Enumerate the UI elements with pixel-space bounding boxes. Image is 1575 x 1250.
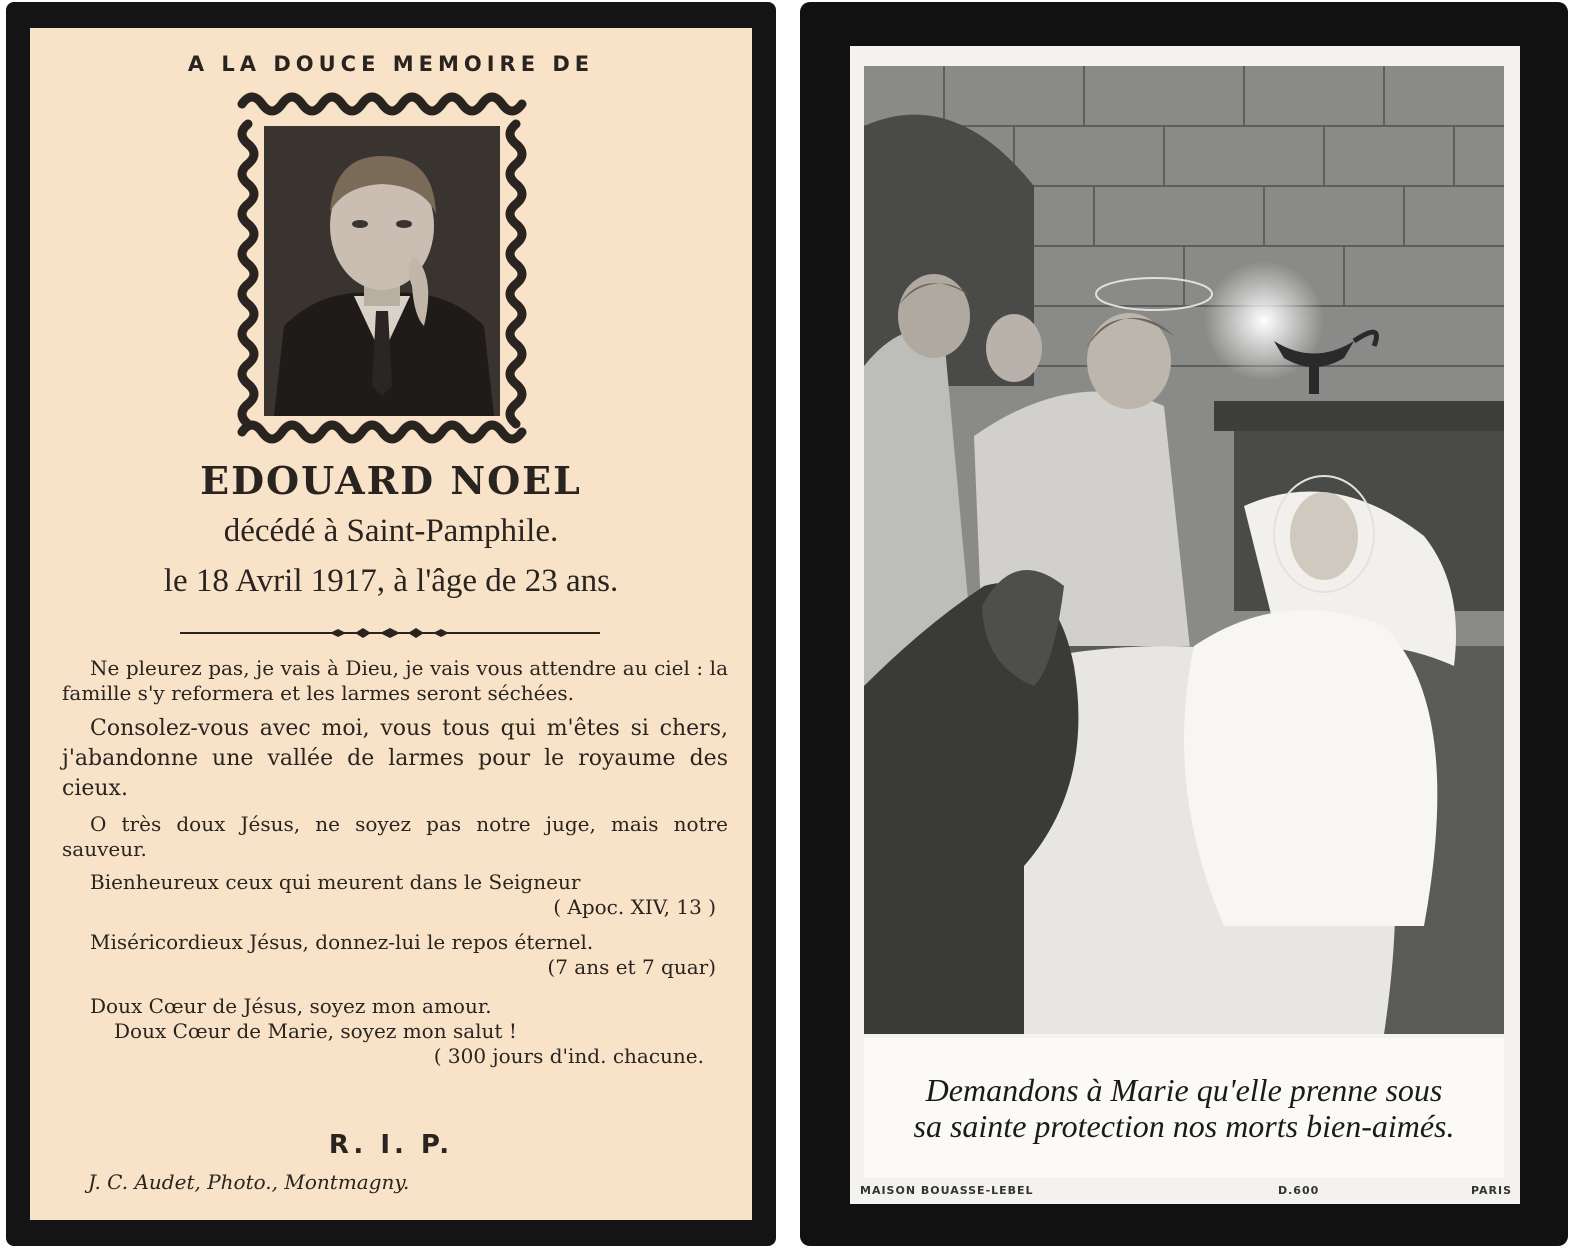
memorial-card-front — [6, 2, 776, 1246]
deceased-name: EDOUARD NOEL — [200, 458, 582, 503]
verse-1: Ne pleurez pas, je vais à Dieu, je vais vous attendre au ciel : la famille s'y reformera et les larmes seront séchées. — [62, 656, 728, 705]
verse-4-reference: ( Apoc. XIV, 13 ) — [553, 895, 716, 919]
verse-5-indulgence: (7 ans et 7 quar) — [547, 955, 716, 979]
verse-3: O très doux Jésus, ne soyez pas notre juge, mais notre sauveur. — [62, 812, 728, 861]
portrait-photo — [264, 126, 500, 416]
verse-4: Bienheureux ceux qui meurent dans le Seigneur — [90, 870, 581, 894]
portrait-frame — [234, 88, 530, 448]
deathbed-engraving — [864, 66, 1504, 1034]
ornament-divider — [180, 626, 600, 640]
card-paper-back — [850, 46, 1520, 1204]
caption-line-1: Demandons à Marie qu'elle prenne sous — [925, 1072, 1443, 1108]
rip-text: R. I. P. — [328, 1130, 454, 1160]
memorial-heading: A LA DOUCE MEMOIRE DE — [187, 52, 595, 76]
death-date: le 18 Avril 1917, à l'âge de 23 ans. — [163, 563, 619, 599]
caption-line-2: sa sainte protection nos morts bien-aimés. — [913, 1108, 1455, 1144]
caption-panel — [864, 1038, 1504, 1178]
death-place: décédé à Saint-Pamphile. — [223, 513, 559, 549]
imprint-number: D.600 — [1278, 1184, 1320, 1197]
verse-5: Miséricordieux Jésus, donnez-lui le repos éternel. — [90, 930, 594, 954]
photo-credit: J. C. Audet, Photo., Montmagny. — [88, 1170, 410, 1194]
card-paper — [30, 28, 752, 1220]
prayer-indulgence: ( 300 jours d'ind. chacune. — [433, 1044, 704, 1068]
memorial-card-back — [800, 2, 1568, 1246]
prayer-marie: Doux Cœur de Marie, soyez mon salut ! — [114, 1019, 517, 1043]
prayer-jesus: Doux Cœur de Jésus, soyez mon amour. — [90, 994, 492, 1018]
imprint-publisher: MAISON BOUASSE-LEBEL — [860, 1184, 1034, 1197]
memorial-text — [62, 656, 728, 1069]
portrait-figure — [264, 126, 500, 416]
imprint-city: PARIS — [1470, 1184, 1512, 1197]
verse-2: Consolez-vous avec moi, vous tous qui m'êtes si chers, j'abandonne une vallée de larmes pour le royaume des cieux. — [62, 716, 728, 801]
